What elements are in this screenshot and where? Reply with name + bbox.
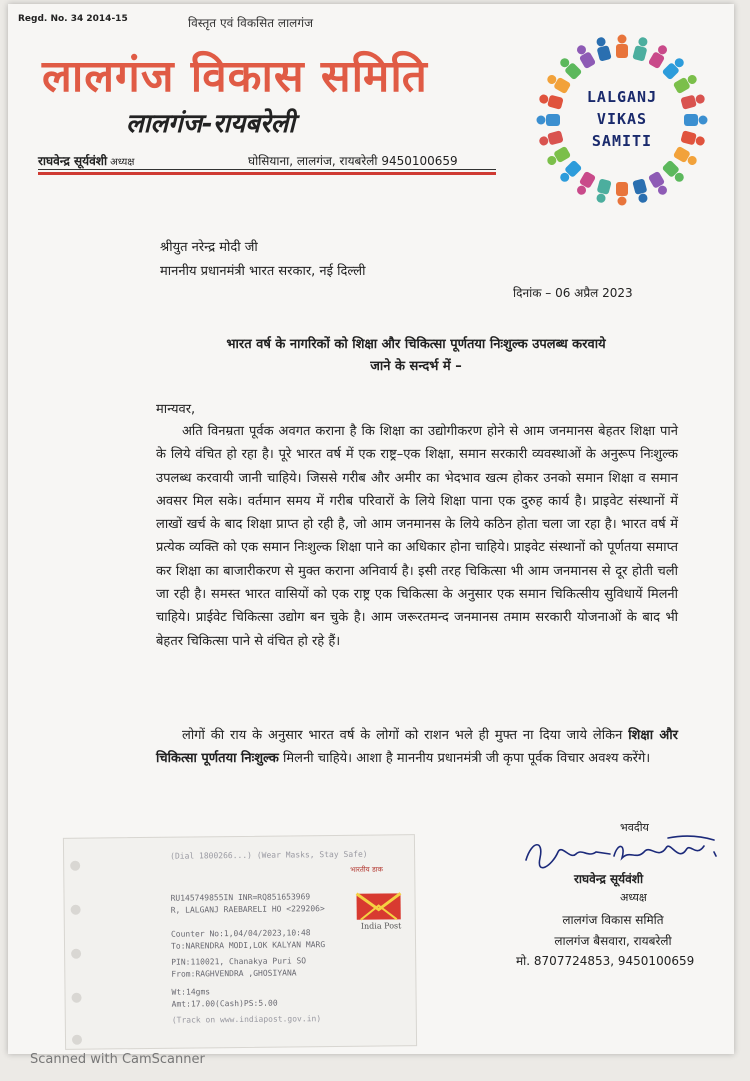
logo-text	[530, 86, 714, 152]
receipt-line: Amt:17.00(Cash)PS:5.00	[171, 998, 278, 1009]
logo-person-figure	[594, 36, 612, 62]
logo-person-figure	[557, 55, 582, 80]
receipt-hole	[71, 949, 81, 959]
addressee-name: श्रीयुत नरेन्द्र मोदी जी	[160, 240, 258, 255]
signer-role: अध्यक्ष	[620, 891, 647, 904]
letter-subject	[156, 334, 676, 378]
chairman-role: अध्यक्ष	[110, 157, 135, 168]
receipt-line: (Track on www.indiapost.gov.in)	[171, 1014, 322, 1025]
subject-line: भारत वर्ष के नागरिकों को शिक्षा और चिकित्सा पूर्णतया निःशुल्क उपलब्ध करवाये	[226, 337, 606, 352]
receipt-line: RU145749855IN INR=RQ851653969	[170, 892, 311, 903]
receipt-line: From:RAGHVENDRA ,GHOSIYANA	[171, 968, 297, 979]
india-post-label: India Post	[360, 921, 402, 931]
registration-number: Regd. No. 34 2014-15	[18, 14, 128, 24]
letterhead-tagline: विस्तृत एवं विकसित लालगंज	[188, 16, 313, 30]
salutation: मान्यवर,	[156, 402, 196, 417]
logo-person-figure	[616, 35, 628, 59]
body-text: मिलनी चाहिये। आशा है माननीय प्रधानमंत्री जी कृपा पूर्वक विचार अवश्य करेंगे।	[278, 751, 651, 767]
india-post-hindi-label: भारतीय डाक	[350, 865, 383, 874]
receipt-line: PIN:110021, Chanakya Puri SO	[171, 956, 307, 967]
signer-phone: मो. 8707724853, 9450100659	[516, 954, 695, 968]
body-paragraph	[156, 724, 678, 771]
letter-sheet	[8, 4, 734, 1054]
addressee-block	[160, 236, 365, 284]
logo-person-figure	[557, 160, 582, 185]
receipt-hole	[70, 861, 80, 871]
logo-person-figure	[648, 43, 670, 69]
logo-line: LALGANJ	[586, 88, 658, 106]
handwritten-signature	[518, 830, 728, 874]
letterhead-rule-thin	[38, 169, 496, 170]
logo-person-figure	[574, 171, 596, 197]
logo-person-figure	[616, 182, 628, 206]
logo-person-figure	[662, 160, 687, 185]
addressee-designation: माननीय प्रधानमंत्री भारत सरकार, नई दिल्ली	[160, 264, 366, 279]
scanner-watermark: Scanned with CamScanner	[30, 1052, 205, 1067]
organization-city: लालगंज-रायबरेली	[126, 109, 296, 139]
logo-person-figure	[594, 178, 612, 204]
postal-receipt	[63, 834, 417, 1050]
signer-name: राघवेन्द्र सूर्यवंशी	[574, 872, 644, 886]
receipt-line: To:NARENDRA MODI,LOK KALYAN MARG	[170, 940, 326, 951]
receipt-hole	[72, 993, 82, 1003]
logo-person-figure	[632, 178, 650, 204]
signer-organization	[528, 910, 698, 952]
logo-line: VIKAS	[596, 110, 648, 128]
signer-org-line: लालगंज विकास समिति	[562, 913, 664, 927]
logo-line: SAMITI	[591, 132, 653, 150]
chairman-name: राघवेन्द्र सूर्यवंशी	[38, 154, 108, 168]
subject-line: जाने के सन्दर्भ में –	[370, 359, 462, 374]
body-text: लोगों की राय के अनुसार भारत वर्ष के लोगों को राशन भले ही मुफ्त ना दिया जाये लेकिन	[182, 728, 629, 743]
organization-address: घोसियाना, लालगंज, रायबरेली 9450100659	[248, 154, 458, 168]
logo-person-figure	[648, 171, 670, 197]
letterhead-contact-line	[38, 152, 498, 169]
receipt-hole	[72, 1035, 82, 1045]
receipt-line: R, LALGANJ RAEBARELI HO <229206>	[170, 904, 325, 915]
logo-person-figure	[662, 55, 687, 80]
logo-person-figure	[574, 43, 596, 69]
receipt-line: Wt:14gms	[171, 987, 211, 997]
signer-org-line: लालगंज बैसवारा, रायबरेली	[554, 934, 672, 948]
letter-date: दिनांक – 06 अप्रैल 2023	[513, 286, 633, 300]
body-emphasis: शिक्षा और चिकित्सा पूर्णतया निःशुल्क	[156, 728, 678, 767]
logo-person-figure	[632, 36, 650, 62]
receipt-hole	[71, 905, 81, 915]
valediction: भवदीय	[620, 821, 649, 834]
body-paragraph: अति विनम्रता पूर्वक अवगत कराना है कि शिक्षा का उद्योगीकरण होने से आम जनमानस बेहतर शिक्षा पाने के लिये वंचित हो रहा है। पूरे भारत वर्ष में एक राष्ट्र–एक शिक्षा, समान सरकारी व्यवस्थाओं के अनुरूप निःशुल्क उपलब्ध करवायी जानी चाहिये। जिससे गरीब और अमीर का भेदभाव खत्म होकर उनको समान शिक्षा व समान अवसर मिल सके। वर्तमान समय में गरीब परिवारों के लिये शिक्षा पाना एक दुरुह कार्य है। प्राइवेट संस्थानों में लाखों खर्च के बाद शिक्षा प्राप्त हो रही है, जो आम जनमानस के लिये कठिन होता चला जा रहा है। भारत वर्ष में प्रत्येक व्यक्ति को एक समान निःशुल्क शिक्षा पाने का अधिकार होना चाहिये। प्राइवेट संस्थानों को पूर्णतया समाप्त कर शिक्षा का बाजारीकरण से मुक्त कराना अनिवार्य है। इसी तरह चिकित्सा भी आम जनमानस से दूर होती चली जा रही है। समस्त भारत वासियों को एक राष्ट्र एक चिकित्सा के अनुसार एक समान चिकित्सीय सुविधायें मिलनी चाहिये। प्राईवेट चिकित्सा उद्योग बन चुके है। आम जरूरतमन्द जनमानस तमाम सरकारी योजनाओं के बाद भी बेहतर चिकित्सा पाने से वंचित हो रहे हैं।	[156, 424, 678, 649]
receipt-line: (Dial 1800266...) (Wear Masks, Stay Safe)	[170, 849, 368, 861]
organization-name: लालगंज विकास समिति	[42, 51, 428, 102]
letterhead-rule-red	[38, 172, 496, 175]
receipt-line: Counter No:1,04/04/2023,10:48	[170, 928, 311, 939]
